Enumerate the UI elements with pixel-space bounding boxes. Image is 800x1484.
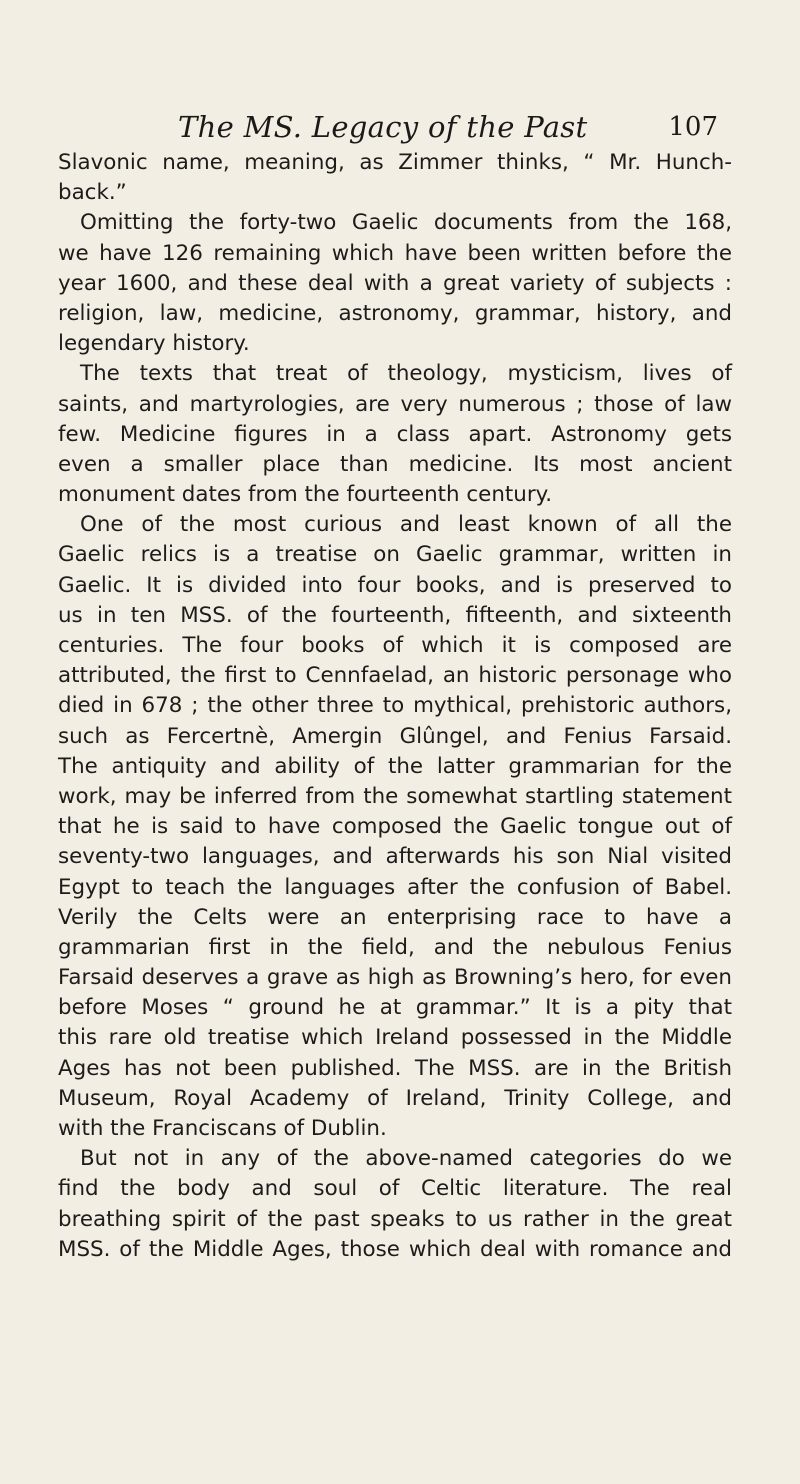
text-line: us in ten MSS. of the fourteenth, fifteenth, and sixteenth (58, 602, 732, 628)
text-line: Farsaid deserves a grave as high as Browning’s hero, for even (58, 965, 732, 991)
text-line: religion, law, medicine, astronomy, grammar, history, and (58, 300, 732, 326)
text-line: saints, and martyrologies, are very numerous ; those of law (58, 391, 732, 417)
page-header (178, 110, 718, 150)
text-line: breathing spirit of the past speaks to us rather in the great (58, 1206, 732, 1232)
text-line: year 1600, and these deal with a great variety of subjects : (58, 270, 732, 296)
text-line: this rare old treatise which Ireland possessed in the Middle (58, 1025, 732, 1051)
text-line: attributed, the first to Cennfaelad, an historic personage who (58, 663, 732, 689)
text-line: The texts that treat of theology, mysticism, lives of (80, 361, 732, 387)
running-title: The MS. Legacy of the Past (178, 110, 588, 144)
text-line: Slavonic name, meaning, as Zimmer thinks, “ Mr. Hunch- (58, 150, 732, 175)
text-line: The antiquity and ability of the latter grammarian for the (58, 753, 732, 779)
text-line: Omitting the forty-two Gaelic documents from the 168, (80, 210, 732, 236)
text-line: seventy-two languages, and afterwards his son Nial visited (58, 844, 732, 870)
text-line: Museum, Royal Academy of Ireland, Trinity College, and (58, 1085, 732, 1111)
text-line: few. Medicine figures in a class apart. Astronomy gets (58, 421, 732, 447)
page-number: 107 (668, 112, 718, 142)
text-line: grammarian first in the field, and the nebulous Fenius (58, 934, 732, 960)
text-line: But not in any of the above-named categories do we (80, 1146, 732, 1172)
text-line: that he is said to have composed the Gaelic tongue out of (58, 814, 732, 840)
text-line: Gaelic. It is divided into four books, and is preserved to (58, 572, 732, 598)
text-line: died in 678 ; the other three to mythical, prehistoric authors, (58, 693, 732, 719)
text-line: Ages has not been published. The MSS. are in the British (58, 1055, 732, 1081)
text-line: legendary history. (58, 331, 250, 357)
text-line: Gaelic relics is a treatise on Gaelic grammar, written in (58, 542, 732, 568)
text-line: with the Franciscans of Dublin. (58, 1116, 387, 1141)
text-line: monument dates from the fourteenth century. (58, 482, 553, 508)
text-line: Verily the Celts were an enterprising race to have a (58, 904, 732, 930)
text-line: back.” (58, 180, 127, 206)
text-line: MSS. of the Middle Ages, those which deal with romance and (58, 1236, 732, 1262)
text-line: we have 126 remaining which have been written before the (58, 240, 732, 266)
text-line: One of the most curious and least known of all the (80, 512, 732, 538)
text-line: Egypt to teach the languages after the confusion of Babel. (58, 874, 732, 900)
text-line: work, may be inferred from the somewhat startling statement (58, 783, 732, 809)
text-line: centuries. The four books of which it is composed are (58, 633, 732, 658)
text-line: before Moses “ ground he at grammar.” It is a pity that (58, 995, 732, 1021)
text-line: such as Fercertnè, Amergin Glûngel, and Fenius Farsaid. (58, 723, 732, 749)
body-text (58, 148, 732, 1265)
text-line: even a smaller place than medicine. Its most ancient (58, 451, 732, 477)
text-line: find the body and soul of Celtic literature. The real (58, 1176, 732, 1202)
